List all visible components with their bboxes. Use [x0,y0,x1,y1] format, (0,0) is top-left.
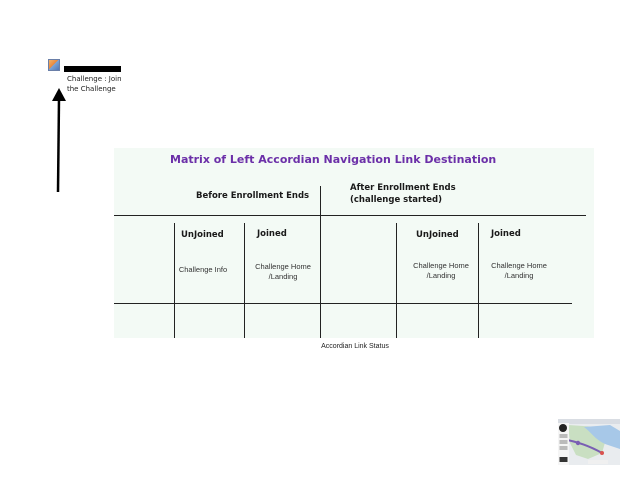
up-arrow-icon [52,88,66,192]
grid-divider-main [320,186,321,338]
cell-unjoined-after-line2: /Landing [426,271,456,280]
cell-unjoined-before: Challenge Info [178,265,228,274]
diagram-panel [114,148,594,338]
cell-joined-before-line2: /Landing [268,272,298,281]
cell-unjoined-after-line1: Challenge Home [413,261,469,270]
cell-joined-before [246,262,320,282]
diagram-caption: Accordian Link Status [321,343,389,350]
col-header-joined-after: Joined [491,229,521,239]
cell-joined-after [482,261,556,281]
header-before-enrollment: Before Enrollment Ends [196,191,310,201]
col-header-unjoined-after: UnJoined [416,230,459,240]
grid-line-top [114,215,586,216]
grid-divider-1 [174,223,175,338]
cell-joined-after-line2: /Landing [504,271,534,280]
redacted-bar [64,66,121,72]
grid-line-bottom [114,303,572,304]
grid-divider-3 [396,223,397,338]
app-icon[interactable] [48,59,60,71]
cell-unjoined-after [404,261,478,281]
map-thumbnail-icon[interactable] [558,419,620,465]
cell-joined-after-line1: Challenge Home [491,261,547,270]
header-after-subtitle: (challenge started) [350,195,443,205]
join-challenge-label[interactable]: Challenge : Join the Challenge [67,75,122,93]
grid-divider-4 [478,223,479,338]
col-header-unjoined-before: UnJoined [181,230,224,240]
header-after-enrollment: After Enrollment Ends [350,183,456,193]
grid-divider-2 [244,223,245,338]
col-header-joined-before: Joined [257,229,287,239]
cell-joined-before-line1: Challenge Home [255,262,311,271]
diagram-title: Matrix of Left Accordian Navigation Link Destination [170,153,497,166]
